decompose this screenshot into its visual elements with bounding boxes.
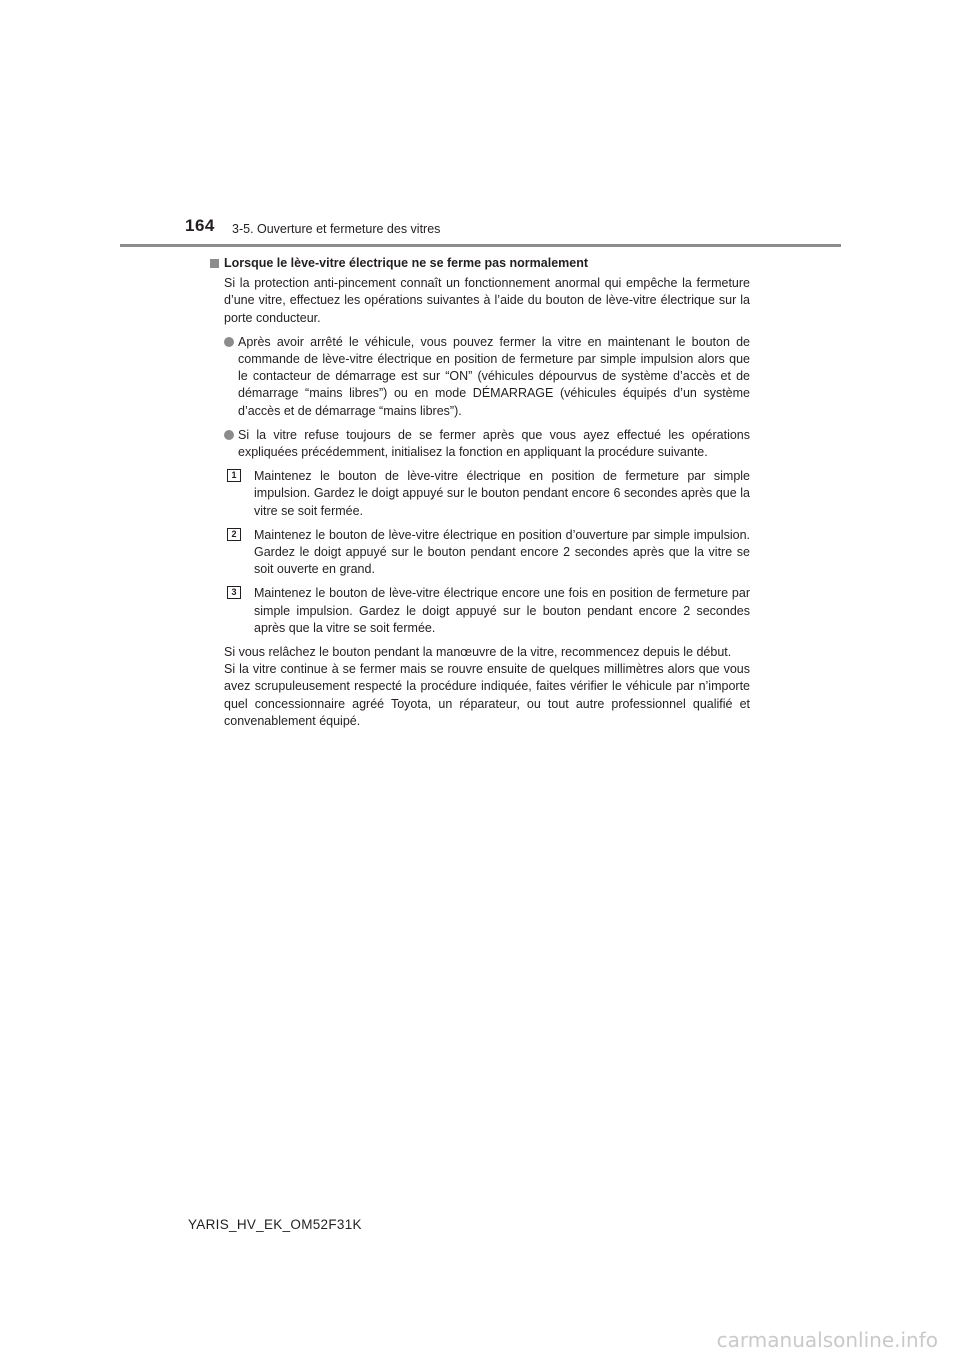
step-item <box>231 527 750 579</box>
section-title: 3-5. Ouverture et fermeture des vitres <box>232 222 441 236</box>
step-text: Maintenez le bouton de lève-vitre électrique en position d’ouverture par simple impulsion. Gardez le doigt appuyé sur le bouton pendant encore 2 secondes après que la vitre se soit ouverte en grand. <box>254 527 750 577</box>
square-bullet-icon <box>210 259 219 268</box>
section-heading <box>210 255 750 272</box>
bullet-text: Après avoir arrêté le véhicule, vous pouvez fermer la vitre en maintenant le bouton de commande de lève-vitre électrique en position de fermeture par simple impulsion alors que le contacteur de démarrage est sur “ON” (véhicules dépourvus de système d’accès et de démarrage “mains libres”) ou en mode DÉMARRAGE (véhicules équipés d’un système d’accès et de démarrage “mains libres”). <box>238 334 750 418</box>
header-rule <box>120 244 841 247</box>
step-number-badge: 3 <box>227 586 241 599</box>
bullet-text: Si la vitre refuse toujours de se fermer après que vous ayez effectué les opérations expliquées précédemment, initialisez la fonction en appliquant la procédure suivante. <box>238 427 750 460</box>
step-number-badge: 2 <box>227 528 241 541</box>
step-text: Maintenez le bouton de lève-vitre électrique en position de fermeture par simple impulsion. Gardez le doigt appuyé sur le bouton pendant encore 6 secondes après que la vitre se soit fermée. <box>254 469 750 518</box>
circle-bullet-icon <box>224 337 234 347</box>
step-number-badge: 1 <box>227 469 241 482</box>
closing-text-1: Si vous relâchez le bouton pendant la manœuvre de la vitre, recommencez depuis le début. <box>224 645 732 660</box>
watermark: carmanualsonline.info <box>716 1328 938 1352</box>
step-item <box>231 468 750 520</box>
content <box>210 255 750 730</box>
heading-text: Lorsque le lève-vitre électrique ne se ferme pas normalement <box>224 256 589 270</box>
closing-paragraph <box>224 644 750 730</box>
step-text: Maintenez le bouton de lève-vitre électrique encore une fois en position de fermeture par simple impulsion. Gardez le doigt appuyé sur le bouton pendant encore 2 secondes après que la vitre se soit fermée. <box>254 586 750 635</box>
circle-bullet-icon <box>224 430 234 440</box>
bullet-item <box>224 334 750 420</box>
bullet-item <box>224 427 750 461</box>
footer-doc-code: YARIS_HV_EK_OM52F31K <box>188 1217 362 1232</box>
closing-text-2: Si la vitre continue à se fermer mais se rouvre ensuite de quelques millimètres alors que vous avez scrupuleusement respecté la procédure indiquée, faites vérifier le véhicule par n’importe quel concessionnaire agréé Toyota, un réparateur, ou tout autre professionnel qualifié et convenablement équipé. <box>224 662 750 728</box>
intro-paragraph: Si la protection anti-pincement connaît un fonctionnement anormal qui empêche la fermeture d’une vitre, effectuez les opérations suivantes à l’aide du bouton de lève-vitre électrique sur la porte conducteur. <box>224 276 750 325</box>
step-item <box>231 585 750 637</box>
page-number: 164 <box>185 216 215 235</box>
